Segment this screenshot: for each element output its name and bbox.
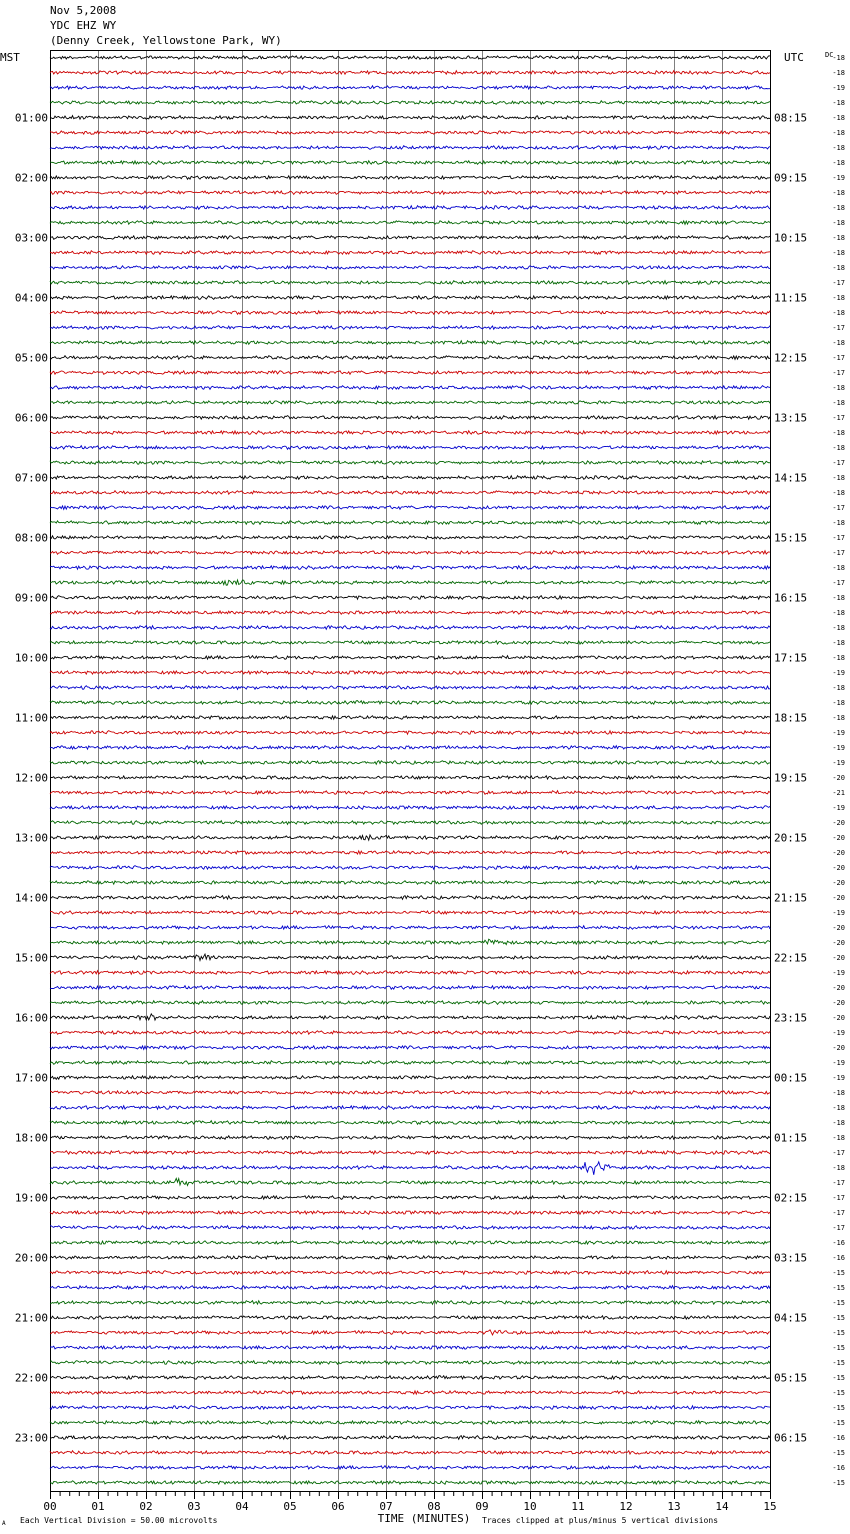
trace-69 (50, 1076, 770, 1080)
trace-78 (50, 1211, 770, 1215)
dc-offset-label: -17 (832, 504, 845, 512)
mst-hour-label: 04:00 (14, 291, 48, 305)
trace-34 (50, 551, 770, 555)
dc-offset-label: -16 (832, 1254, 845, 1262)
x-tick-label: 09 (475, 1500, 489, 1513)
dc-offset-label: -20 (832, 939, 845, 947)
dc-offset-label: -15 (832, 1479, 845, 1487)
trace-85 (50, 1316, 770, 1320)
dc-offset-label: -18 (832, 264, 845, 272)
dc-offset-label: -17 (832, 579, 845, 587)
trace-8 (50, 161, 770, 165)
dc-offset-label: -18 (832, 249, 845, 257)
x-tick-label: 06 (331, 1500, 345, 1513)
trace-3 (50, 86, 770, 90)
dc-offset-label: -20 (832, 924, 845, 932)
trace-15 (50, 266, 770, 269)
clip-note: Traces clipped at plus/minus 5 vertical divisions (482, 1516, 719, 1525)
dc-offset-label: -15 (832, 1359, 845, 1367)
dc-offset-label: -18 (832, 489, 845, 497)
trace-94 (50, 1451, 770, 1455)
trace-20 (50, 341, 770, 345)
mst-hour-label: 07:00 (14, 471, 48, 485)
dc-offset-label: -20 (832, 849, 845, 857)
mst-axis-label: MST (0, 51, 20, 64)
dc-offset-label: -15 (832, 1344, 845, 1352)
dc-offset-label: -17 (832, 1209, 845, 1217)
mst-hour-label: 13:00 (14, 831, 48, 845)
trace-64 (50, 1001, 770, 1005)
trace-10 (50, 191, 770, 195)
dc-offset-label: -18 (832, 624, 845, 632)
x-tick-label: 15 (763, 1500, 777, 1513)
dc-offset-label: -19 (832, 744, 845, 752)
trace-84 (50, 1301, 770, 1305)
trace-66 (50, 1031, 770, 1035)
traces (50, 56, 770, 1485)
trace-25 (50, 416, 770, 420)
utc-hour-label: 04:15 (774, 1311, 808, 1325)
dc-offset-label: -20 (832, 819, 845, 827)
dc-offset-label: -17 (832, 414, 845, 422)
dc-offset-label: -18 (832, 399, 845, 407)
dc-offset-label: -18 (832, 609, 845, 617)
dc-offset-label: -19 (832, 909, 845, 917)
x-tick-label: 11 (571, 1500, 585, 1513)
dc-offset-label: -18 (832, 699, 845, 707)
utc-hour-label: 01:15 (774, 1131, 808, 1145)
utc-hour-label: 17:15 (774, 651, 808, 665)
mst-hour-label: 12:00 (14, 771, 48, 785)
dc-offset-label: -17 (832, 369, 845, 377)
trace-26 (50, 431, 770, 435)
dc-offset-label: -15 (832, 1419, 845, 1427)
x-tick-label: 05 (283, 1500, 297, 1513)
trace-77 (50, 1196, 770, 1200)
trace-5 (50, 116, 770, 120)
dc-offset-label: -18 (832, 99, 845, 107)
dc-offset-label: -17 (832, 549, 845, 557)
dc-offset-label: -15 (832, 1284, 845, 1292)
dc-offset-label: -18 (832, 714, 845, 722)
scale-note: Each Vertical Division = 50.00 microvolts (20, 1516, 218, 1525)
trace-7 (50, 146, 770, 150)
mst-hour-label: 06:00 (14, 411, 48, 425)
trace-58 (50, 911, 770, 915)
dc-offset-label: -19 (832, 969, 845, 977)
dc-offset-label: -20 (832, 999, 845, 1007)
dc-offset-label: -15 (832, 1389, 845, 1397)
trace-59 (50, 926, 770, 930)
trace-24 (50, 401, 770, 404)
trace-65 (50, 1014, 770, 1020)
dc-offset-label: -18 (832, 234, 845, 242)
trace-90 (50, 1391, 770, 1394)
trace-52 (50, 821, 770, 825)
mst-hour-label: 09:00 (14, 591, 48, 605)
trace-50 (50, 791, 770, 795)
dc-offset-label: -18 (832, 309, 845, 317)
trace-96 (50, 1481, 770, 1485)
dc-offset-label: -20 (832, 894, 845, 902)
dc-offset-label: -18 (832, 429, 845, 437)
dc-offset-label: -18 (832, 189, 845, 197)
dc-offset-label: -19 (832, 1059, 845, 1067)
trace-21 (50, 356, 770, 360)
utc-hour-label: 11:15 (774, 291, 808, 305)
trace-47 (50, 746, 770, 750)
dc-offset-label: -18 (832, 684, 845, 692)
mst-hour-label: 19:00 (14, 1191, 48, 1205)
dc-offset-label: -18 (832, 204, 845, 212)
dc-offset-label: -16 (832, 1239, 845, 1247)
trace-68 (50, 1061, 770, 1065)
dc-offset-label: -19 (832, 1029, 845, 1037)
trace-35 (50, 566, 770, 570)
trace-46 (50, 731, 770, 735)
mst-hour-label: 02:00 (14, 171, 48, 185)
dc-offset-label: -15 (832, 1314, 845, 1322)
dc-offset-label: -19 (832, 84, 845, 92)
trace-80 (50, 1241, 770, 1245)
dc-offset-label: -18 (832, 1134, 845, 1142)
dc-offset-label: -19 (832, 804, 845, 812)
trace-33 (50, 536, 770, 540)
dc-offset-label: -20 (832, 1014, 845, 1022)
dc-offset-label: -20 (832, 954, 845, 962)
utc-hour-label: 15:15 (774, 531, 808, 545)
dc-offset-label: -16 (832, 1434, 845, 1442)
trace-88 (50, 1361, 770, 1365)
mst-hour-label: 05:00 (14, 351, 48, 365)
mst-hour-label: 11:00 (14, 711, 48, 725)
trace-54 (50, 851, 770, 854)
trace-79 (50, 1226, 770, 1230)
mst-hour-label: 20:00 (14, 1251, 48, 1265)
trace-17 (50, 296, 770, 300)
x-tick-label: 07 (379, 1500, 393, 1513)
x-tick-label: 03 (187, 1500, 201, 1513)
dc-offset-label: -20 (832, 774, 845, 782)
x-axis-title: TIME (MINUTES) (377, 1512, 471, 1525)
utc-hour-label: 08:15 (774, 111, 808, 125)
utc-hour-label: 02:15 (774, 1191, 808, 1205)
trace-42 (50, 671, 770, 675)
dc-offset-label: -18 (832, 144, 845, 152)
trace-6 (50, 131, 770, 135)
trace-18 (50, 311, 770, 315)
dc-offset-label: -20 (832, 1044, 845, 1052)
mst-hour-label: 10:00 (14, 651, 48, 665)
trace-95 (50, 1466, 770, 1470)
trace-23 (50, 386, 770, 390)
utc-hour-label: 05:15 (774, 1371, 808, 1385)
trace-30 (50, 491, 770, 495)
dc-offset-label: -18 (832, 639, 845, 647)
trace-36 (50, 580, 770, 585)
trace-16 (50, 281, 770, 285)
dc-offset-label: -15 (832, 1404, 845, 1412)
trace-72 (50, 1121, 770, 1125)
dc-offset-label: -21 (832, 789, 845, 797)
trace-22 (50, 371, 770, 375)
dc-offset-label: -15 (832, 1269, 845, 1277)
dc-offset-label: -15 (832, 1374, 845, 1382)
mst-hour-label: 08:00 (14, 531, 48, 545)
dc-offset-label: -18 (832, 654, 845, 662)
trace-40 (50, 641, 770, 645)
trace-48 (50, 761, 770, 765)
dc-offset-label: -18 (832, 1089, 845, 1097)
station-location: (Denny Creek, Yellowstone Park, WY) (50, 34, 282, 47)
dc-label: DC (825, 51, 834, 59)
dc-offset-label: -18 (832, 294, 845, 302)
dc-offset-label: -17 (832, 1179, 845, 1187)
utc-hour-label: 20:15 (774, 831, 808, 845)
dc-offset-label: -17 (832, 1224, 845, 1232)
trace-67 (50, 1046, 770, 1050)
dc-offset-label: -18 (832, 594, 845, 602)
dc-offset-label: -18 (832, 129, 845, 137)
utc-hour-label: 18:15 (774, 711, 808, 725)
x-tick-label: 08 (427, 1500, 441, 1513)
trace-83 (50, 1286, 770, 1290)
x-tick-label: 14 (715, 1500, 729, 1513)
trace-29 (50, 476, 770, 480)
mst-hour-label: 22:00 (14, 1371, 48, 1385)
utc-hour-label: 13:15 (774, 411, 808, 425)
dc-offset-label: -18 (832, 1104, 845, 1112)
trace-89 (50, 1376, 770, 1380)
corner-mark: A (2, 1520, 6, 1527)
trace-82 (50, 1271, 770, 1275)
dc-offset-label: -18 (832, 384, 845, 392)
mst-hour-label: 23:00 (14, 1431, 48, 1445)
dc-offset-label: -19 (832, 729, 845, 737)
trace-71 (50, 1106, 770, 1110)
dc-offset-label: -18 (832, 159, 845, 167)
trace-14 (50, 251, 770, 255)
trace-61 (50, 954, 770, 960)
trace-86 (50, 1330, 770, 1335)
x-tick-label: 13 (667, 1500, 681, 1513)
dc-offset-label: -19 (832, 759, 845, 767)
mst-hour-label: 18:00 (14, 1131, 48, 1145)
trace-11 (50, 206, 770, 210)
dc-offset-label: -18 (832, 1119, 845, 1127)
x-axis (50, 1491, 771, 1499)
utc-hour-label: 21:15 (774, 891, 808, 905)
trace-32 (50, 521, 770, 525)
dc-offset-label: -17 (832, 1194, 845, 1202)
utc-hour-label: 10:15 (774, 231, 808, 245)
dc-offset-label: -15 (832, 1449, 845, 1457)
mst-hour-label: 17:00 (14, 1071, 48, 1085)
x-tick-label: 12 (619, 1500, 633, 1513)
trace-70 (50, 1091, 770, 1095)
mst-hour-label: 01:00 (14, 111, 48, 125)
trace-63 (50, 986, 770, 990)
utc-hour-label: 03:15 (774, 1251, 808, 1265)
utc-hour-label: 00:15 (774, 1071, 808, 1085)
mst-hour-label: 15:00 (14, 951, 48, 965)
trace-13 (50, 236, 770, 240)
trace-49 (50, 776, 770, 780)
trace-44 (50, 701, 770, 705)
dc-offset-label: -18 (832, 519, 845, 527)
x-tick-label: 02 (139, 1500, 153, 1513)
trace-76 (50, 1178, 770, 1185)
x-tick-label: 01 (91, 1500, 105, 1513)
mst-hour-label: 03:00 (14, 231, 48, 245)
utc-hour-label: 09:15 (774, 171, 808, 185)
trace-27 (50, 446, 770, 450)
trace-4 (50, 101, 770, 105)
trace-51 (50, 806, 770, 810)
x-tick-label: 00 (43, 1500, 57, 1513)
trace-39 (50, 626, 770, 630)
dc-offset-label: -18 (832, 219, 845, 227)
utc-hour-label: 16:15 (774, 591, 808, 605)
dc-offset-label: -18 (832, 474, 845, 482)
trace-43 (50, 686, 770, 690)
trace-62 (50, 971, 770, 975)
dc-offset-label: -17 (832, 459, 845, 467)
trace-37 (50, 596, 770, 600)
trace-74 (50, 1151, 770, 1155)
mst-hour-label: 21:00 (14, 1311, 48, 1325)
dc-offset-label: -19 (832, 669, 845, 677)
trace-73 (50, 1136, 770, 1140)
trace-81 (50, 1256, 770, 1259)
trace-2 (50, 71, 770, 75)
dc-offset-label: -20 (832, 984, 845, 992)
trace-31 (50, 506, 770, 510)
dc-offset-label: -20 (832, 834, 845, 842)
dc-offset-label: -15 (832, 1299, 845, 1307)
trace-93 (50, 1436, 770, 1440)
dc-offset-label: -17 (832, 324, 845, 332)
dc-offset-label: -18 (832, 54, 845, 62)
dc-offset-label: -17 (832, 354, 845, 362)
dc-offset-label: -19 (832, 174, 845, 182)
dc-offset-label: -19 (832, 1074, 845, 1082)
dc-offset-label: -18 (832, 444, 845, 452)
utc-hour-label: 19:15 (774, 771, 808, 785)
dc-offset-label: -18 (832, 114, 845, 122)
dc-offset-label: -18 (832, 339, 845, 347)
dc-offset-label: -17 (832, 279, 845, 287)
trace-19 (50, 326, 770, 330)
trace-75 (50, 1162, 770, 1175)
trace-55 (50, 866, 770, 870)
trace-87 (50, 1346, 770, 1350)
utc-hour-label: 23:15 (774, 1011, 808, 1025)
dc-offset-label: -20 (832, 864, 845, 872)
dc-offset-label: -17 (832, 534, 845, 542)
utc-hour-label: 12:15 (774, 351, 808, 365)
x-tick-label: 04 (235, 1500, 249, 1513)
trace-12 (50, 221, 770, 225)
x-tick-label: 10 (523, 1500, 537, 1513)
utc-hour-label: 14:15 (774, 471, 808, 485)
trace-38 (50, 611, 770, 615)
dc-offset-label: -18 (832, 1164, 845, 1172)
utc-axis-label: UTC (784, 51, 804, 64)
mst-hour-label: 14:00 (14, 891, 48, 905)
dc-offset-label: -18 (832, 564, 845, 572)
dc-offset-label: -15 (832, 1329, 845, 1337)
trace-92 (50, 1421, 770, 1425)
utc-hour-label: 22:15 (774, 951, 808, 965)
station-code: YDC EHZ WY (50, 19, 117, 32)
dc-offset-label: -16 (832, 1464, 845, 1472)
dc-offset-label: -17 (832, 1149, 845, 1157)
trace-56 (50, 881, 770, 885)
trace-28 (50, 461, 770, 465)
trace-9 (50, 176, 770, 180)
trace-60 (50, 939, 770, 944)
trace-57 (50, 896, 770, 900)
trace-53 (50, 835, 770, 840)
utc-hour-label: 06:15 (774, 1431, 808, 1445)
trace-1 (50, 56, 770, 60)
trace-45 (50, 716, 770, 719)
mst-hour-label: 16:00 (14, 1011, 48, 1025)
dc-offset-label: -18 (832, 69, 845, 77)
trace-41 (50, 656, 770, 660)
dc-offset-label: -20 (832, 879, 845, 887)
plot-date: Nov 5,2008 (50, 4, 117, 17)
trace-91 (50, 1406, 770, 1410)
